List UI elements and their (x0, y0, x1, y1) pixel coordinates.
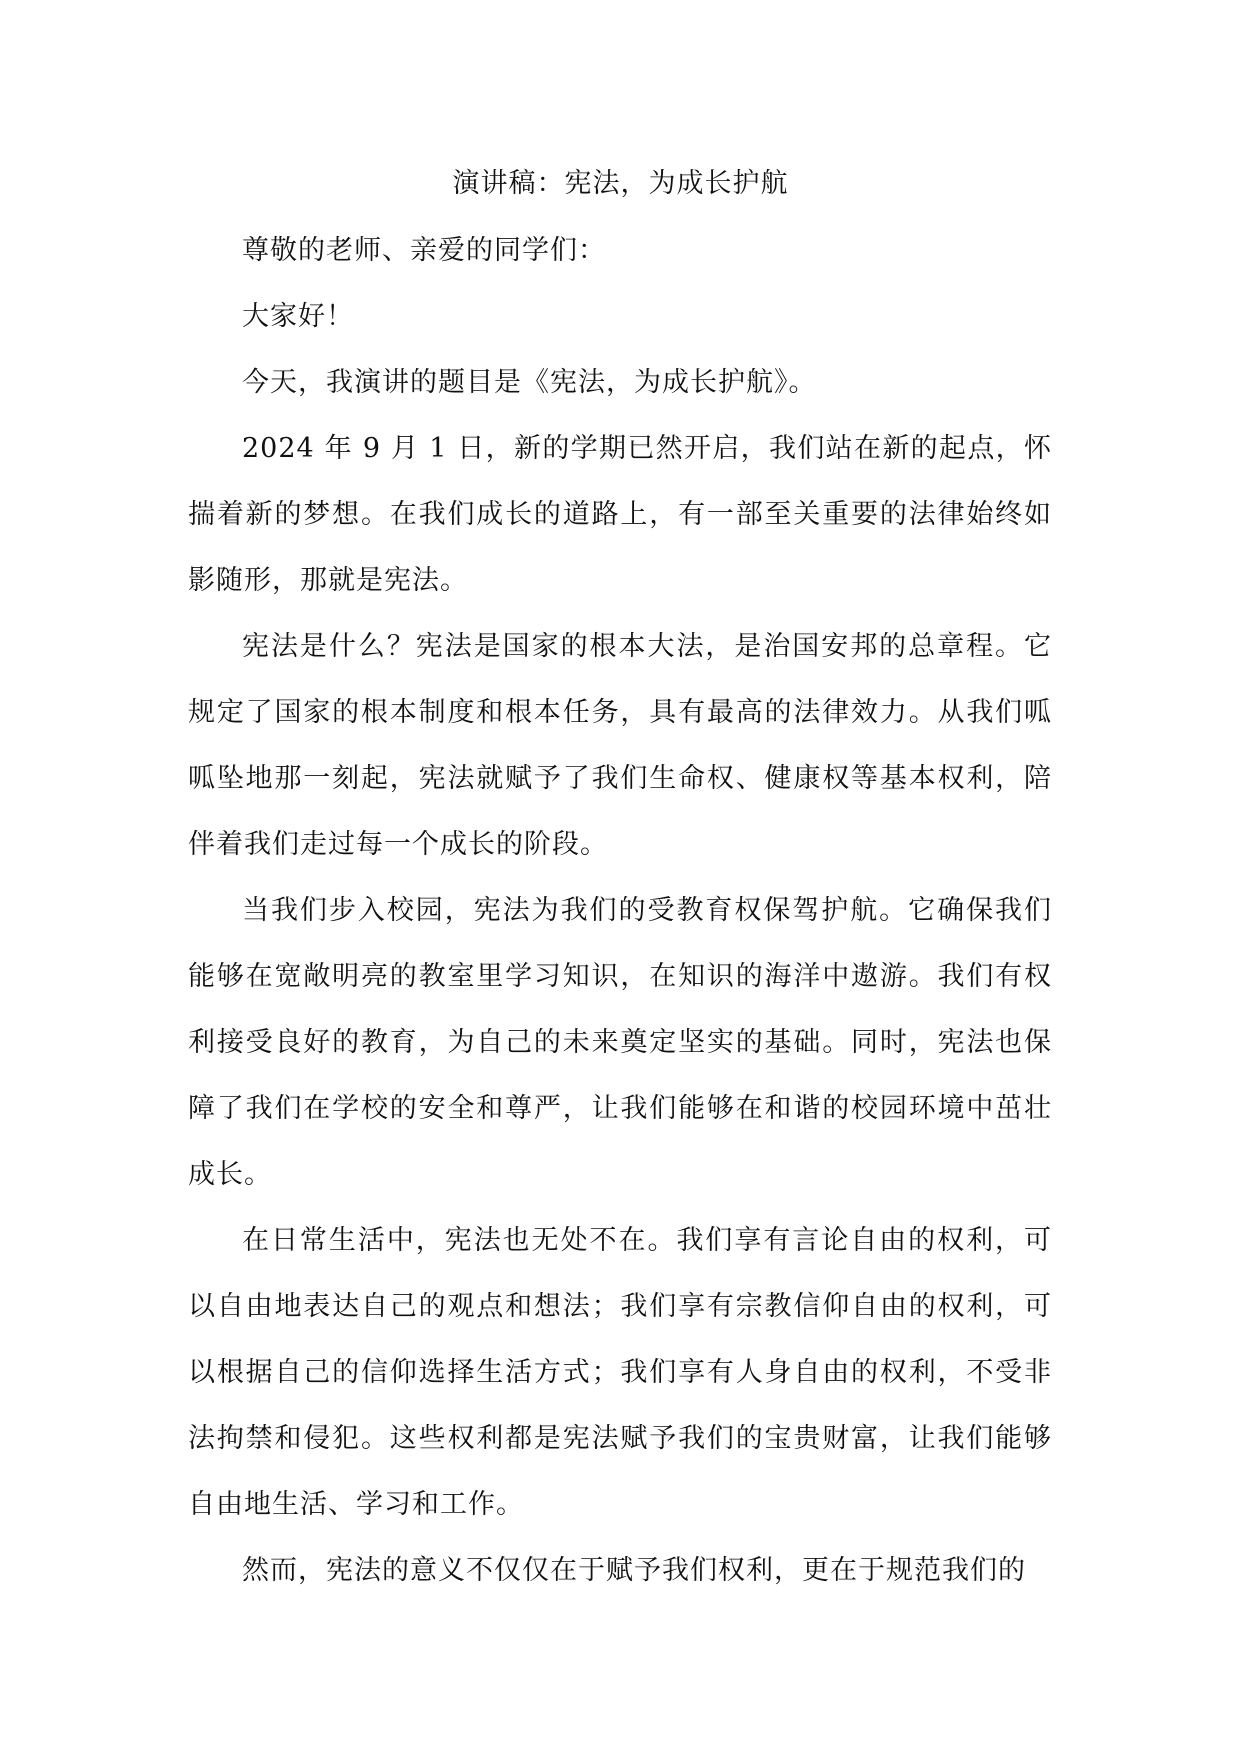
paragraph-education-rights: 当我们步入校园，宪法为我们的受教育权保驾护航。它确保我们能够在宽敞明亮的教室里学习知识，在知识的海洋中遨游。我们有权利接受良好的教育，为自己的未来奠定坚实的基础。同时，宪法也保障了我们在学校的安全和尊严，让我们能够在和谐的校园环境中茁壮成长。 (188, 895, 1052, 1190)
greeting: 大家好！ (242, 301, 354, 332)
document-title: 演讲稿：宪法，为成长护航 (452, 168, 789, 199)
paragraph-topic: 今天，我演讲的题目是《宪法，为成长护航》。 (242, 367, 817, 398)
salutation: 尊敬的老师、亲爱的同学们： (242, 235, 606, 266)
document-body (188, 218, 1052, 1604)
paragraph-what-is-constitution: 宪法是什么？宪法是国家的根本大法，是治国安邦的总章程。它规定了国家的根本制度和根本任务，具有最高的法律效力。从我们呱呱坠地那一刻起，宪法就赋予了我们生命权、健康权等基本权利，陪伴着我们走过每一个成长的阶段。 (188, 631, 1052, 860)
paragraph-new-semester: 2024 年 9 月 1 日，新的学期已然开启，我们站在新的起点，怀揣着新的梦想。在我们成长的道路上，有一部至关重要的法律始终如影随形，那就是宪法。 (188, 433, 1052, 596)
paragraph-however: 然而，宪法的意义不仅仅在于赋予我们权利，更在于规范我们的 (242, 1555, 1026, 1586)
paragraph-daily-life-rights: 在日常生活中，宪法也无处不在。我们享有言论自由的权利，可以自由地表达自己的观点和想法；我们享有宗教信仰自由的权利，可以根据自己的信仰选择生活方式；我们享有人身自由的权利，不受非法拘禁和侵犯。这些权利都是宪法赋予我们的宝贵财富，让我们能够自由地生活、学习和工作。 (188, 1225, 1052, 1520)
